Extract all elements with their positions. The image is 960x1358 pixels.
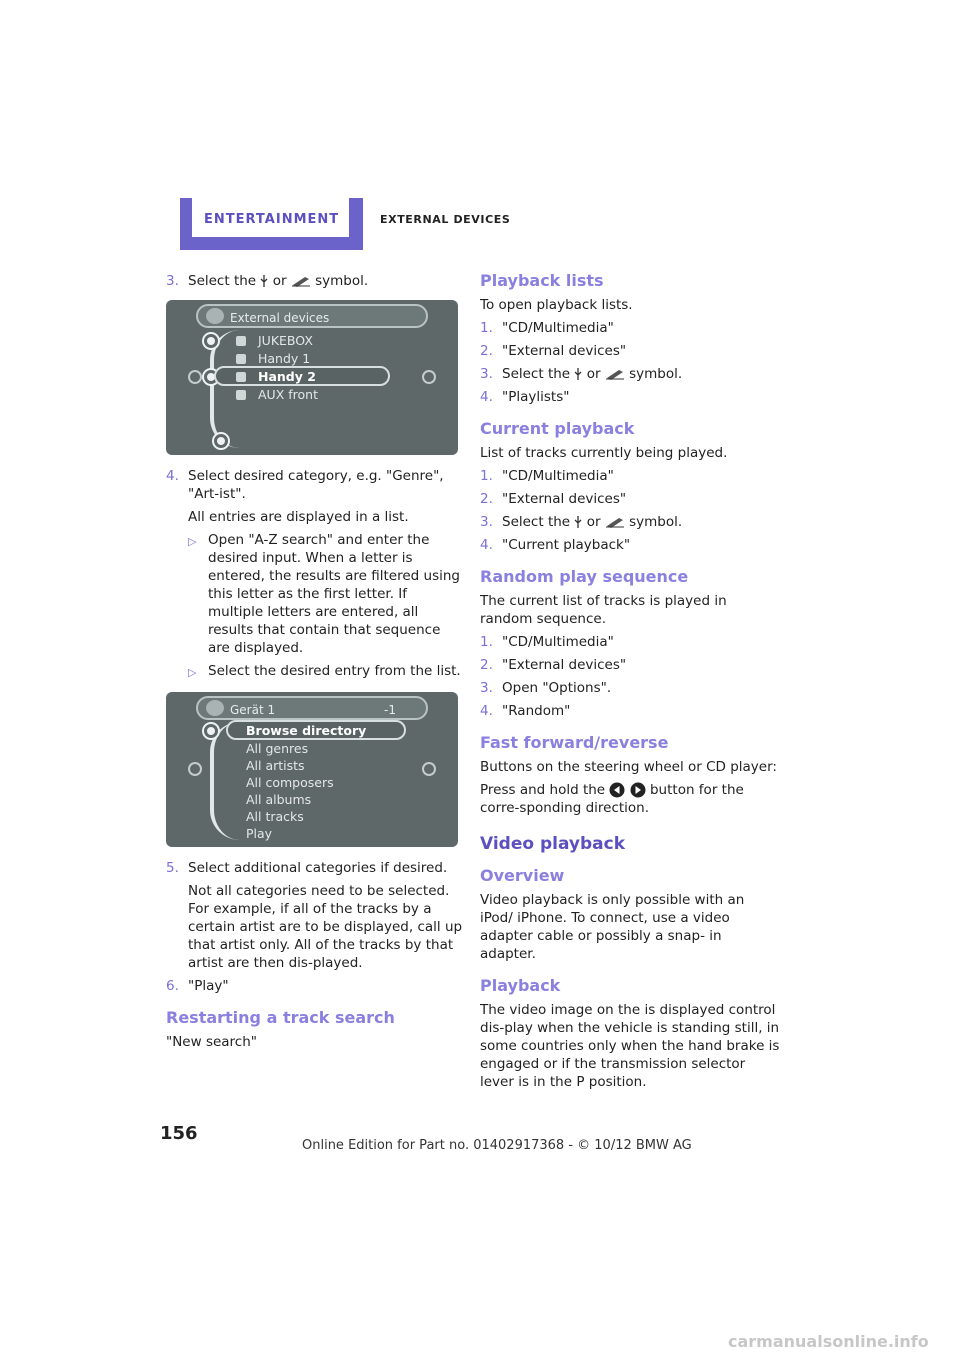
step-text: "External devices" [502, 491, 627, 507]
step-note: All entries are displayed in a list. [188, 509, 409, 525]
step-number: 5. [166, 860, 179, 876]
step-text: "Play" [188, 978, 229, 994]
step-3 [480, 513, 780, 531]
arc-knob-top [204, 334, 218, 348]
chapter-tab-label: ENTERTAINMENT [204, 212, 340, 227]
step-1 [480, 467, 780, 485]
nav-right-icon[interactable] [422, 762, 436, 776]
nav-left-icon[interactable] [188, 762, 202, 776]
arc-knob-selected[interactable] [204, 724, 218, 738]
menu-item[interactable]: Play [246, 826, 273, 841]
usb-icon [260, 274, 268, 288]
screen-title: External devices [230, 311, 330, 325]
screen-header [196, 304, 428, 328]
step-text: or [272, 273, 287, 289]
menu-arc [210, 330, 240, 448]
section-heading: Current playback [480, 419, 635, 438]
step-text: Select the [502, 514, 571, 530]
usb-icon [574, 515, 582, 529]
step-number: 6. [166, 978, 179, 994]
edition-footer: Online Edition for Part no. 01402917368 - © 10/12 BMW AG [302, 1138, 692, 1153]
phone-icon [236, 354, 246, 364]
step-number: 3. [480, 680, 493, 696]
menu-item[interactable]: All albums [246, 792, 312, 807]
menu-item[interactable]: All genres [246, 741, 309, 756]
step-text: or [586, 514, 601, 530]
press-text: Press and hold the [480, 782, 606, 798]
section-heading: Playback [480, 976, 561, 995]
step-number: 1. [480, 634, 493, 650]
section-heading: Fast forward/reverse [480, 733, 669, 752]
step-1 [480, 319, 780, 337]
step-text: Select additional categories if desired. [188, 860, 448, 876]
bullet-arrow-icon: ▷ [188, 535, 197, 548]
menu-item[interactable]: All composers [246, 775, 334, 790]
step-4 [166, 467, 466, 503]
step-number: 2. [480, 343, 493, 359]
screen-title: Gerät 1 [230, 703, 276, 717]
left-column [166, 272, 466, 1056]
screen-browse-categories [166, 692, 458, 847]
step-2 [480, 656, 780, 674]
step-text: "CD/Multimedia" [502, 468, 614, 484]
step-text: Select the [502, 366, 571, 382]
step-number: 4. [166, 468, 179, 484]
step-4 [480, 536, 780, 554]
step-text: "Playlists" [502, 389, 570, 405]
step-text: Open "Options". [502, 680, 612, 696]
nav-right-icon[interactable] [422, 370, 436, 384]
press-text: button for the corre-sponding direction. [480, 782, 744, 816]
bullet-text: Open "A-Z search" and enter the desired input. When a letter is entered, the results are filtered using this letter as the first letter. If multiple letters are entered, all results that contain that sequence are displayed. [208, 532, 460, 656]
step-text: symbol. [315, 273, 369, 289]
section-intro: List of tracks currently being played. [480, 445, 728, 461]
step-text: symbol. [629, 366, 683, 382]
section-heading: Random play sequence [480, 567, 689, 586]
step-text: "External devices" [502, 657, 627, 673]
step-4 [480, 702, 780, 720]
step-text: or [586, 366, 601, 382]
step-1 [480, 633, 780, 651]
screen-header [196, 696, 428, 720]
step-3 [480, 679, 780, 697]
screen-external-devices [166, 300, 458, 455]
section-heading: Overview [480, 866, 565, 885]
step-6 [166, 977, 466, 995]
menu-item[interactable]: Handy 1 [258, 351, 311, 366]
section-text: The video image on the is displayed control dis-play when the vehicle is standing still, in some countries only when the hand brake is engaged or if the transmission selector lever is in the P position. [480, 1002, 780, 1090]
section-label: EXTERNAL DEVICES [380, 213, 511, 226]
major-heading: Video playback [480, 834, 626, 854]
step-number: 4. [480, 537, 493, 553]
step-text: Select the [188, 273, 257, 289]
right-column [480, 272, 780, 1096]
section-heading: Restarting a track search [166, 1008, 395, 1027]
menu-item[interactable]: All tracks [246, 809, 304, 824]
step-number: 2. [480, 491, 493, 507]
step-number: 4. [480, 389, 493, 405]
step-number: 1. [480, 468, 493, 484]
step-3 [480, 365, 780, 383]
watermark: carmanualsonline.info [728, 1332, 929, 1351]
bluetooth-icon [236, 372, 246, 382]
menu-item[interactable]: AUX front [258, 387, 318, 402]
step-number: 3. [166, 273, 179, 289]
step-2 [480, 342, 780, 360]
aux-icon [236, 390, 246, 400]
device-icon [206, 308, 224, 324]
device-icon [206, 700, 224, 716]
section-text: "New search" [166, 1034, 257, 1050]
usb-icon [236, 336, 246, 346]
section-intro: The current list of tracks is played in random sequence. [480, 593, 727, 627]
page-number: 156 [160, 1123, 198, 1144]
bullet-item [188, 662, 466, 682]
skip-back-icon [609, 782, 625, 798]
device-icon [605, 515, 625, 529]
step-4 [480, 388, 780, 406]
usb-icon [574, 367, 582, 381]
section-text [480, 781, 780, 817]
menu-item-selected[interactable]: Handy 2 [258, 369, 316, 384]
step-2 [480, 490, 780, 508]
step-text: "CD/Multimedia" [502, 320, 614, 336]
screen-title-aux: -1 [384, 703, 396, 717]
arc-knob-bottom [214, 434, 228, 448]
step-number: 3. [480, 514, 493, 530]
bullet-arrow-icon: ▷ [188, 666, 197, 679]
section-heading: Playback lists [480, 271, 604, 290]
section-intro: To open playback lists. [480, 297, 633, 313]
step-text: "External devices" [502, 343, 627, 359]
nav-left-icon[interactable] [188, 370, 202, 384]
menu-item[interactable]: All artists [246, 758, 305, 773]
bullet-item [188, 531, 466, 657]
step-number: 3. [480, 366, 493, 382]
skip-forward-icon [630, 782, 646, 798]
step-text: "Current playback" [502, 537, 631, 553]
menu-item-selected[interactable]: Browse directory [246, 723, 367, 738]
step-5 [166, 859, 466, 877]
step-text: "Random" [502, 703, 571, 719]
device-icon [605, 367, 625, 381]
section-text: Video playback is only possible with an iPod/ iPhone. To connect, use a video adapter cable or possibly a snap- in adapter. [480, 892, 745, 962]
step-3 [166, 272, 466, 290]
step-note: Not all categories need to be selected. For example, if all of the tracks by a certain artist are to be displayed, call up that artist only. All of the tracks by that artist are then dis-played. [188, 883, 463, 971]
step-text: Select desired category, e.g. "Genre", "Art-ist". [188, 468, 444, 502]
step-number: 4. [480, 703, 493, 719]
step-number: 1. [480, 320, 493, 336]
menu-item[interactable]: JUKEBOX [258, 333, 313, 348]
step-number: 2. [480, 657, 493, 673]
section-intro: Buttons on the steering wheel or CD player: [480, 759, 777, 775]
bullet-text: Select the desired entry from the list. [208, 663, 461, 679]
device-icon [291, 274, 311, 288]
step-text: symbol. [629, 514, 683, 530]
step-text: "CD/Multimedia" [502, 634, 614, 650]
